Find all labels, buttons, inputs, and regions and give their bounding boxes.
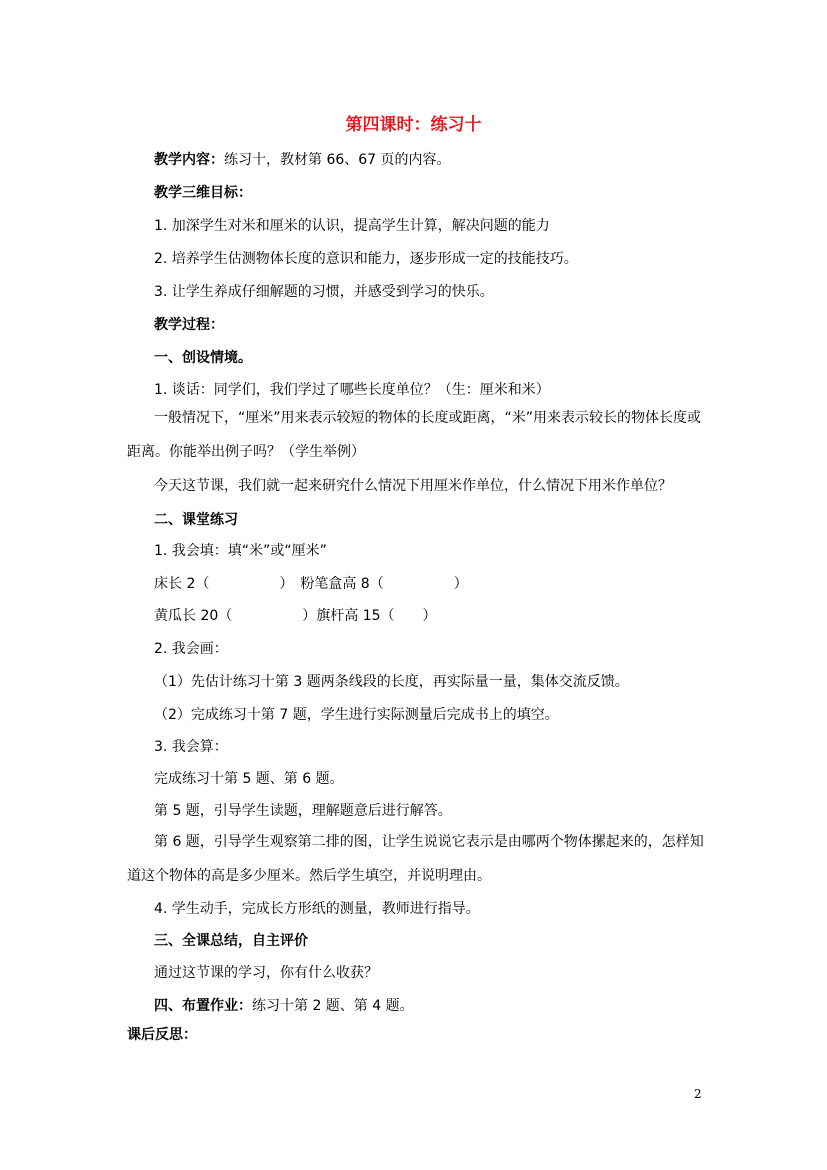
hands-on: 4. 学生动手，完成长方形纸的测量，教师进行指导。 [154, 901, 480, 917]
section-2-heading: 二、课堂练习 [154, 512, 238, 528]
goals-heading: 教学三维目标： [154, 185, 252, 201]
homework [154, 996, 734, 1016]
reflection-heading: 课后反思： [127, 1027, 197, 1043]
calc-title: 3. 我会算： [154, 739, 228, 755]
fill-title: 1. 我会填：填“米”或“厘米” [154, 543, 327, 559]
general-paragraph: 一般情况下，“厘米”用来表示较短的物体的长度或距离，“米”用来表示较长的物体长度或距离。你能举出例子吗？（学生举例） [127, 410, 702, 460]
talk-paragraph: 1. 谈话：同学们，我们学过了哪些长度单位？（生：厘米和米） [154, 382, 550, 398]
summary-question: 通过这节课的学习，你有什么收获？ [154, 965, 378, 981]
draw-item-2: （2）完成练习十第 7 题，学生进行实际测量后完成书上的填空。 [154, 707, 559, 723]
calc-item-1: 完成练习十第 5 题、第 6 题。 [154, 771, 344, 787]
page-number: 2 [694, 1087, 702, 1101]
homework-label: 四、布置作业： [154, 998, 252, 1014]
fill-row-1: 床长 2（ ） 粉笔盒高 8（ ） [154, 576, 468, 592]
draw-item-1: （1）先估计练习十第 3 题两条线段的长度，再实际量一量，集体交流反馈。 [154, 674, 629, 690]
goal-1: 1. 加深学生对米和厘米的认识，提高学生计算，解决问题的能力 [154, 218, 550, 234]
content-text: 练习十，教材第 66、67 页的内容。 [224, 152, 451, 168]
calc-item-3: 第 6 题，引导学生观察第二排的图，让学生说说它表示是由哪两个物体摞起来的，怎样知道这个物体的高是多少厘米。然后学生填空，并说明理由。 [127, 834, 704, 884]
homework-text: 练习十第 2 题、第 4 题。 [252, 998, 414, 1014]
today-paragraph: 今天这节课，我们就一起来研究什么情况下用厘米作单位，什么情况下用米作单位？ [154, 478, 672, 494]
fill-row-2: 黄瓜长 20（ ）旗杆高 15（ ） [154, 608, 437, 624]
page-title: 第四课时：练习十 [345, 115, 482, 135]
draw-title: 2. 我会画： [154, 641, 228, 657]
section-1-heading: 一、创设情境。 [154, 350, 252, 366]
goal-3: 3. 让学生养成仔细解题的习惯，并感受到学习的快乐。 [154, 284, 494, 300]
process-heading: 教学过程： [154, 317, 224, 333]
content-label: 教学内容： [154, 152, 224, 168]
section-3-heading: 三、全课总结，自主评价 [154, 933, 308, 949]
calc-item-2: 第 5 题，引导学生读题，理解题意后进行解答。 [154, 803, 452, 819]
teaching-content [154, 150, 734, 170]
goal-2: 2. 培养学生估测物体长度的意识和能力，逐步形成一定的技能技巧。 [154, 251, 578, 267]
